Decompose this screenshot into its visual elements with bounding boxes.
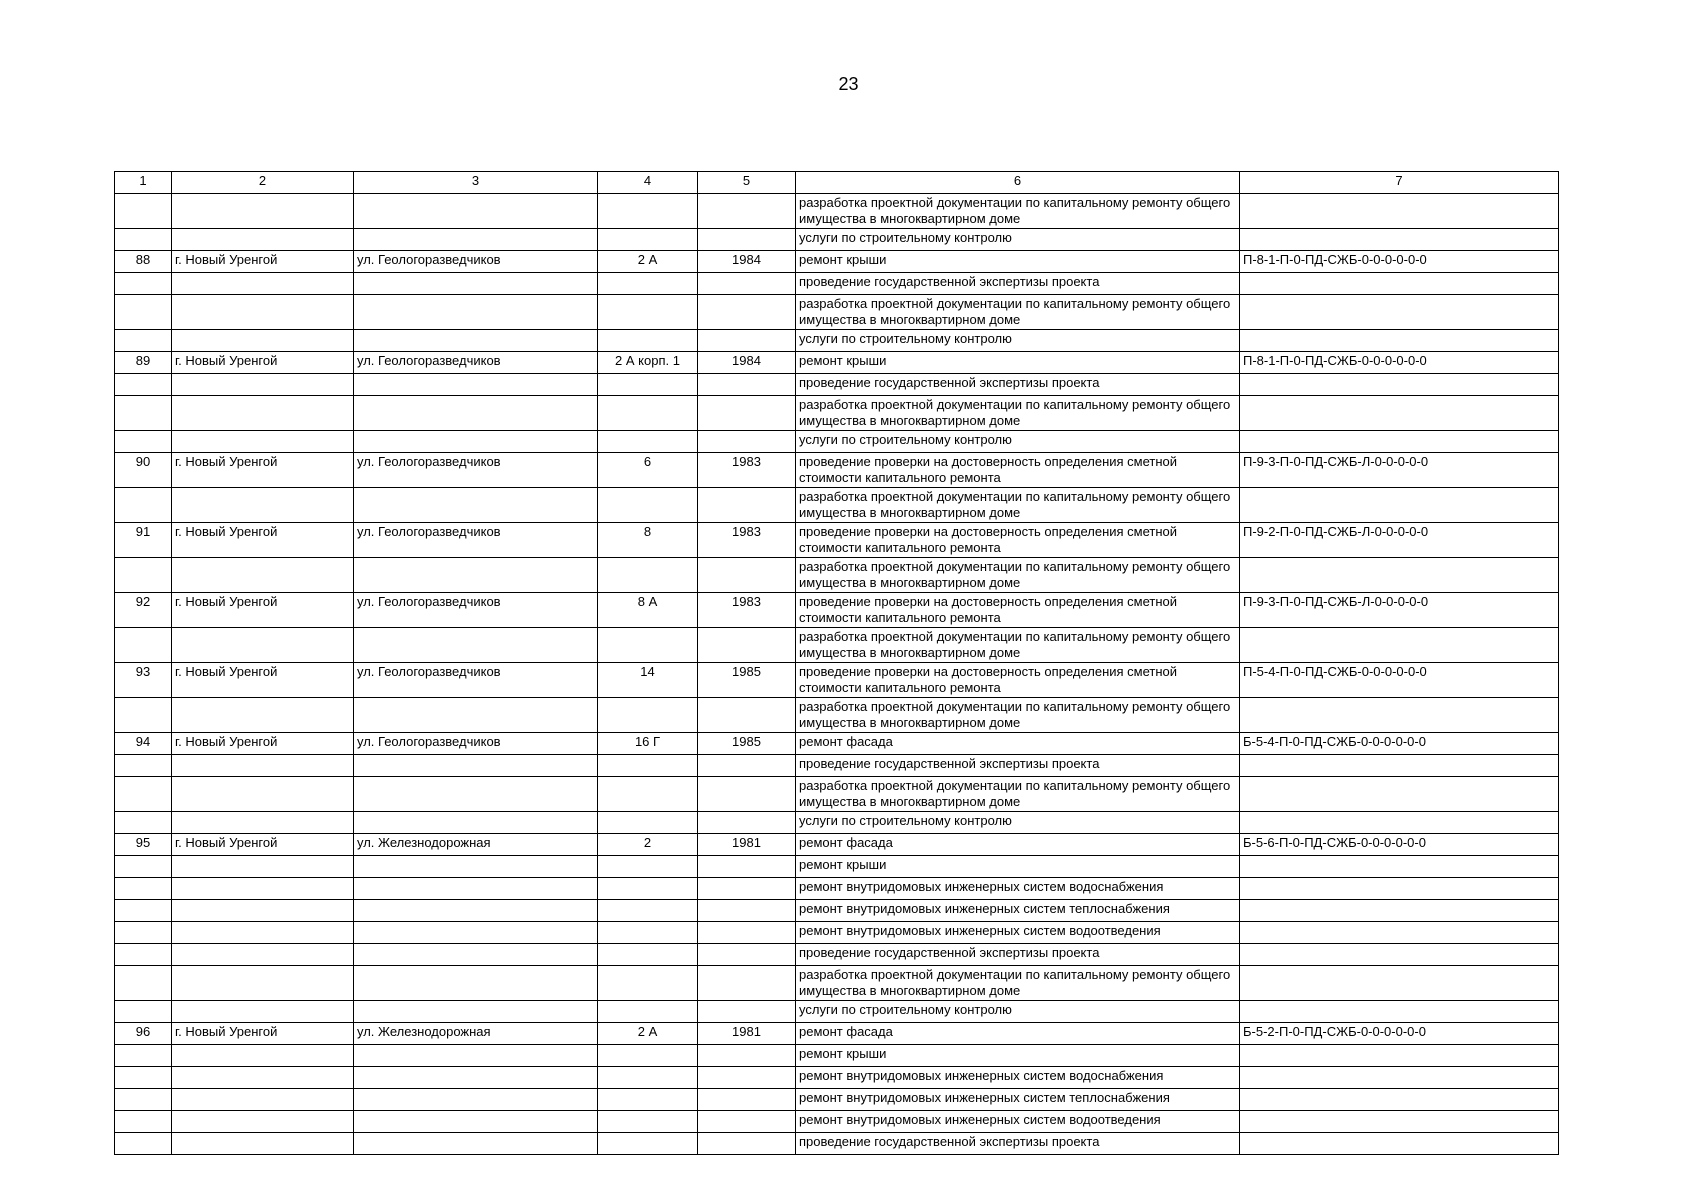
street-cell <box>354 698 598 733</box>
year-cell <box>698 755 796 777</box>
work-type-cell: проведение проверки на достоверность определения сметной стоимости капитального ремонта <box>796 663 1240 698</box>
row-number-cell <box>115 922 172 944</box>
work-type-cell: разработка проектной документации по капитальному ремонту общего имущества в многоквартирном доме <box>796 628 1240 663</box>
house-cell <box>598 330 698 352</box>
row-number-cell <box>115 1111 172 1133</box>
code-cell <box>1240 396 1559 431</box>
table-row <box>115 900 1559 922</box>
street-cell: ул. Геологоразведчиков <box>354 593 598 628</box>
street-cell <box>354 330 598 352</box>
street-cell <box>354 812 598 834</box>
city-cell <box>172 900 354 922</box>
table-row <box>115 194 1559 229</box>
work-type-cell: ремонт фасада <box>796 1023 1240 1045</box>
city-cell <box>172 295 354 330</box>
row-number-cell <box>115 295 172 330</box>
street-cell: ул. Геологоразведчиков <box>354 523 598 558</box>
table-row <box>115 431 1559 453</box>
house-cell <box>598 229 698 251</box>
house-cell: 14 <box>598 663 698 698</box>
house-cell: 8 А <box>598 593 698 628</box>
code-cell <box>1240 1133 1559 1155</box>
code-cell <box>1240 628 1559 663</box>
house-cell <box>598 1089 698 1111</box>
house-cell <box>598 944 698 966</box>
table-row <box>115 1111 1559 1133</box>
house-cell: 2 А <box>598 251 698 273</box>
city-cell <box>172 1133 354 1155</box>
city-cell <box>172 1045 354 1067</box>
code-cell: П-9-3-П-0-ПД-СЖБ-Л-0-0-0-0-0 <box>1240 593 1559 628</box>
header-col-3: 3 <box>354 172 598 194</box>
code-cell <box>1240 229 1559 251</box>
house-cell <box>598 1111 698 1133</box>
row-number-cell <box>115 396 172 431</box>
street-cell <box>354 431 598 453</box>
year-cell <box>698 330 796 352</box>
house-cell <box>598 922 698 944</box>
row-number-cell <box>115 194 172 229</box>
city-cell <box>172 812 354 834</box>
year-cell <box>698 1045 796 1067</box>
city-cell <box>172 396 354 431</box>
work-type-cell: разработка проектной документации по капитальному ремонту общего имущества в многоквартирном доме <box>796 194 1240 229</box>
house-cell <box>598 488 698 523</box>
work-type-cell: проведение государственной экспертизы проекта <box>796 273 1240 295</box>
year-cell: 1984 <box>698 352 796 374</box>
house-cell <box>598 698 698 733</box>
year-cell <box>698 374 796 396</box>
code-cell <box>1240 374 1559 396</box>
table-row <box>115 922 1559 944</box>
code-cell <box>1240 1001 1559 1023</box>
row-number-cell <box>115 777 172 812</box>
street-cell <box>354 1045 598 1067</box>
code-cell <box>1240 944 1559 966</box>
header-col-6: 6 <box>796 172 1240 194</box>
code-cell: П-8-1-П-0-ПД-СЖБ-0-0-0-0-0-0 <box>1240 352 1559 374</box>
year-cell <box>698 966 796 1001</box>
work-type-cell: услуги по строительному контролю <box>796 229 1240 251</box>
code-cell <box>1240 558 1559 593</box>
row-number-cell <box>115 755 172 777</box>
house-cell <box>598 1045 698 1067</box>
street-cell <box>354 900 598 922</box>
work-type-cell: проведение проверки на достоверность определения сметной стоимости капитального ремонта <box>796 453 1240 488</box>
work-type-cell: проведение государственной экспертизы проекта <box>796 755 1240 777</box>
row-number-cell <box>115 1001 172 1023</box>
year-cell: 1985 <box>698 733 796 755</box>
code-cell: Б-5-4-П-0-ПД-СЖБ-0-0-0-0-0-0 <box>1240 733 1559 755</box>
row-number-cell: 93 <box>115 663 172 698</box>
row-number-cell: 96 <box>115 1023 172 1045</box>
year-cell <box>698 878 796 900</box>
year-cell <box>698 558 796 593</box>
city-cell <box>172 698 354 733</box>
street-cell <box>354 229 598 251</box>
city-cell: г. Новый Уренгой <box>172 453 354 488</box>
table-row <box>115 273 1559 295</box>
code-cell <box>1240 273 1559 295</box>
street-cell <box>354 856 598 878</box>
work-type-cell: ремонт фасада <box>796 834 1240 856</box>
table-row <box>115 698 1559 733</box>
header-col-4: 4 <box>598 172 698 194</box>
row-number-cell <box>115 856 172 878</box>
table-row <box>115 488 1559 523</box>
house-cell <box>598 777 698 812</box>
city-cell <box>172 488 354 523</box>
street-cell: ул. Геологоразведчиков <box>354 251 598 273</box>
row-number-cell <box>115 698 172 733</box>
street-cell <box>354 922 598 944</box>
work-type-cell: проведение государственной экспертизы проекта <box>796 944 1240 966</box>
city-cell: г. Новый Уренгой <box>172 733 354 755</box>
table-row <box>115 966 1559 1001</box>
house-cell: 6 <box>598 453 698 488</box>
table-row <box>115 251 1559 273</box>
row-number-cell <box>115 330 172 352</box>
work-type-cell: ремонт крыши <box>796 352 1240 374</box>
work-type-cell: разработка проектной документации по капитальному ремонту общего имущества в многоквартирном доме <box>796 558 1240 593</box>
work-type-cell: ремонт крыши <box>796 856 1240 878</box>
city-cell: г. Новый Уренгой <box>172 663 354 698</box>
city-cell <box>172 777 354 812</box>
city-cell <box>172 856 354 878</box>
house-cell <box>598 396 698 431</box>
code-cell <box>1240 1111 1559 1133</box>
table-row <box>115 374 1559 396</box>
street-cell: ул. Геологоразведчиков <box>354 663 598 698</box>
house-cell <box>598 295 698 330</box>
work-type-cell: проведение государственной экспертизы проекта <box>796 374 1240 396</box>
city-cell <box>172 194 354 229</box>
work-type-cell: разработка проектной документации по капитальному ремонту общего имущества в многоквартирном доме <box>796 488 1240 523</box>
table-row <box>115 834 1559 856</box>
city-cell <box>172 966 354 1001</box>
row-number-cell <box>115 273 172 295</box>
city-cell <box>172 878 354 900</box>
row-number-cell: 91 <box>115 523 172 558</box>
work-type-cell: проведение проверки на достоверность определения сметной стоимости капитального ремонта <box>796 593 1240 628</box>
year-cell <box>698 812 796 834</box>
code-cell: Б-5-2-П-0-ПД-СЖБ-0-0-0-0-0-0 <box>1240 1023 1559 1045</box>
house-cell <box>598 755 698 777</box>
city-cell <box>172 944 354 966</box>
city-cell <box>172 273 354 295</box>
work-type-cell: ремонт крыши <box>796 1045 1240 1067</box>
row-number-cell <box>115 944 172 966</box>
row-number-cell <box>115 1067 172 1089</box>
city-cell <box>172 755 354 777</box>
year-cell <box>698 922 796 944</box>
street-cell <box>354 944 598 966</box>
city-cell <box>172 1001 354 1023</box>
row-number-cell <box>115 966 172 1001</box>
year-cell: 1983 <box>698 523 796 558</box>
year-cell <box>698 1111 796 1133</box>
street-cell <box>354 273 598 295</box>
city-cell <box>172 330 354 352</box>
table-row <box>115 755 1559 777</box>
house-cell <box>598 431 698 453</box>
code-cell <box>1240 295 1559 330</box>
year-cell <box>698 944 796 966</box>
table-row <box>115 330 1559 352</box>
house-cell <box>598 628 698 663</box>
header-col-1: 1 <box>115 172 172 194</box>
work-type-cell: услуги по строительному контролю <box>796 431 1240 453</box>
house-cell <box>598 1133 698 1155</box>
table-row <box>115 523 1559 558</box>
header-col-7: 7 <box>1240 172 1559 194</box>
table-row <box>115 856 1559 878</box>
code-cell: П-5-4-П-0-ПД-СЖБ-0-0-0-0-0-0 <box>1240 663 1559 698</box>
street-cell: ул. Железнодорожная <box>354 834 598 856</box>
work-type-cell: разработка проектной документации по капитальному ремонту общего имущества в многоквартирном доме <box>796 966 1240 1001</box>
row-number-cell <box>115 1045 172 1067</box>
work-type-cell: проведение проверки на достоверность определения сметной стоимости капитального ремонта <box>796 523 1240 558</box>
house-cell <box>598 1067 698 1089</box>
year-cell <box>698 698 796 733</box>
street-cell <box>354 295 598 330</box>
street-cell <box>354 777 598 812</box>
year-cell <box>698 1001 796 1023</box>
year-cell: 1985 <box>698 663 796 698</box>
house-cell: 2 А <box>598 1023 698 1045</box>
work-type-cell: услуги по строительному контролю <box>796 330 1240 352</box>
city-cell <box>172 1111 354 1133</box>
work-type-cell: ремонт крыши <box>796 251 1240 273</box>
header-col-2: 2 <box>172 172 354 194</box>
street-cell <box>354 488 598 523</box>
table-row <box>115 628 1559 663</box>
row-number-cell <box>115 1089 172 1111</box>
header-col-5: 5 <box>698 172 796 194</box>
street-cell <box>354 966 598 1001</box>
code-cell <box>1240 1089 1559 1111</box>
house-cell <box>598 194 698 229</box>
table-row <box>115 453 1559 488</box>
work-type-cell: услуги по строительному контролю <box>796 1001 1240 1023</box>
code-cell <box>1240 488 1559 523</box>
table-row <box>115 1001 1559 1023</box>
year-cell <box>698 229 796 251</box>
code-cell: Б-5-6-П-0-ПД-СЖБ-0-0-0-0-0-0 <box>1240 834 1559 856</box>
house-cell <box>598 812 698 834</box>
work-type-cell: ремонт внутридомовых инженерных систем водоснабжения <box>796 1067 1240 1089</box>
table-row <box>115 558 1559 593</box>
table-row <box>115 878 1559 900</box>
row-number-cell <box>115 431 172 453</box>
row-number-cell <box>115 374 172 396</box>
city-cell: г. Новый Уренгой <box>172 593 354 628</box>
year-cell <box>698 856 796 878</box>
city-cell: г. Новый Уренгой <box>172 251 354 273</box>
year-cell: 1983 <box>698 593 796 628</box>
table-row <box>115 352 1559 374</box>
row-number-cell: 94 <box>115 733 172 755</box>
code-cell <box>1240 755 1559 777</box>
code-cell <box>1240 878 1559 900</box>
row-number-cell: 90 <box>115 453 172 488</box>
work-type-cell: ремонт внутридомовых инженерных систем водоотведения <box>796 1111 1240 1133</box>
row-number-cell: 92 <box>115 593 172 628</box>
code-cell <box>1240 698 1559 733</box>
street-cell <box>354 1111 598 1133</box>
row-number-cell: 89 <box>115 352 172 374</box>
work-type-cell: разработка проектной документации по капитальному ремонту общего имущества в многоквартирном доме <box>796 698 1240 733</box>
city-cell <box>172 1067 354 1089</box>
row-number-cell: 88 <box>115 251 172 273</box>
work-type-cell: разработка проектной документации по капитальному ремонту общего имущества в многоквартирном доме <box>796 777 1240 812</box>
row-number-cell <box>115 900 172 922</box>
row-number-cell <box>115 812 172 834</box>
work-type-cell: проведение государственной экспертизы проекта <box>796 1133 1240 1155</box>
code-cell <box>1240 330 1559 352</box>
year-cell <box>698 777 796 812</box>
table-row <box>115 663 1559 698</box>
street-cell <box>354 374 598 396</box>
code-cell: П-9-3-П-0-ПД-СЖБ-Л-0-0-0-0-0 <box>1240 453 1559 488</box>
work-type-cell: ремонт внутридомовых инженерных систем водоснабжения <box>796 878 1240 900</box>
row-number-cell <box>115 488 172 523</box>
year-cell: 1981 <box>698 1023 796 1045</box>
work-type-cell: услуги по строительному контролю <box>796 812 1240 834</box>
code-cell <box>1240 900 1559 922</box>
table-row <box>115 229 1559 251</box>
year-cell <box>698 273 796 295</box>
work-type-cell: ремонт внутридомовых инженерных систем теплоснабжения <box>796 900 1240 922</box>
house-cell <box>598 856 698 878</box>
year-cell <box>698 396 796 431</box>
city-cell <box>172 628 354 663</box>
code-cell: П-9-2-П-0-ПД-СЖБ-Л-0-0-0-0-0 <box>1240 523 1559 558</box>
row-number-cell <box>115 878 172 900</box>
city-cell: г. Новый Уренгой <box>172 834 354 856</box>
work-type-cell: разработка проектной документации по капитальному ремонту общего имущества в многоквартирном доме <box>796 295 1240 330</box>
street-cell: ул. Железнодорожная <box>354 1023 598 1045</box>
street-cell <box>354 755 598 777</box>
code-cell <box>1240 922 1559 944</box>
street-cell <box>354 396 598 431</box>
house-cell <box>598 273 698 295</box>
code-cell: П-8-1-П-0-ПД-СЖБ-0-0-0-0-0-0 <box>1240 251 1559 273</box>
street-cell: ул. Геологоразведчиков <box>354 733 598 755</box>
street-cell: ул. Геологоразведчиков <box>354 352 598 374</box>
house-cell <box>598 1001 698 1023</box>
page-number: 23 <box>838 74 859 94</box>
house-cell <box>598 374 698 396</box>
house-cell: 2 <box>598 834 698 856</box>
year-cell: 1983 <box>698 453 796 488</box>
table-row <box>115 777 1559 812</box>
street-cell: ул. Геологоразведчиков <box>354 453 598 488</box>
city-cell: г. Новый Уренгой <box>172 523 354 558</box>
city-cell <box>172 229 354 251</box>
table-row <box>115 1023 1559 1045</box>
year-cell <box>698 628 796 663</box>
house-cell <box>598 966 698 1001</box>
work-type-cell: ремонт внутридомовых инженерных систем теплоснабжения <box>796 1089 1240 1111</box>
house-cell <box>598 900 698 922</box>
city-cell: г. Новый Уренгой <box>172 1023 354 1045</box>
year-cell <box>698 194 796 229</box>
code-cell <box>1240 1067 1559 1089</box>
house-cell <box>598 558 698 593</box>
row-number-cell <box>115 558 172 593</box>
table-row <box>115 812 1559 834</box>
table-row <box>115 1133 1559 1155</box>
row-number-cell <box>115 1133 172 1155</box>
table-row <box>115 396 1559 431</box>
code-cell <box>1240 194 1559 229</box>
city-cell <box>172 431 354 453</box>
year-cell <box>698 1133 796 1155</box>
house-cell: 8 <box>598 523 698 558</box>
house-cell <box>598 878 698 900</box>
code-cell <box>1240 1045 1559 1067</box>
row-number-cell <box>115 628 172 663</box>
year-cell <box>698 900 796 922</box>
table-row <box>115 1045 1559 1067</box>
table-row <box>115 1067 1559 1089</box>
table-row <box>115 944 1559 966</box>
house-cell: 2 А корп. 1 <box>598 352 698 374</box>
year-cell <box>698 295 796 330</box>
year-cell <box>698 488 796 523</box>
row-number-cell: 95 <box>115 834 172 856</box>
table-row <box>115 593 1559 628</box>
year-cell: 1981 <box>698 834 796 856</box>
city-cell <box>172 558 354 593</box>
street-cell <box>354 194 598 229</box>
city-cell <box>172 374 354 396</box>
work-type-cell: ремонт внутридомовых инженерных систем водоотведения <box>796 922 1240 944</box>
street-cell <box>354 1133 598 1155</box>
city-cell <box>172 922 354 944</box>
table-row <box>115 1089 1559 1111</box>
city-cell: г. Новый Уренгой <box>172 352 354 374</box>
table-row <box>115 733 1559 755</box>
table-row <box>115 295 1559 330</box>
street-cell <box>354 628 598 663</box>
year-cell <box>698 1089 796 1111</box>
row-number-cell <box>115 229 172 251</box>
street-cell <box>354 1067 598 1089</box>
year-cell <box>698 1067 796 1089</box>
year-cell: 1984 <box>698 251 796 273</box>
header-row <box>115 172 1559 194</box>
work-type-cell: разработка проектной документации по капитальному ремонту общего имущества в многоквартирном доме <box>796 396 1240 431</box>
code-cell <box>1240 777 1559 812</box>
code-cell <box>1240 812 1559 834</box>
house-cell: 16 Г <box>598 733 698 755</box>
code-cell <box>1240 431 1559 453</box>
street-cell <box>354 878 598 900</box>
code-cell <box>1240 966 1559 1001</box>
street-cell <box>354 1001 598 1023</box>
street-cell <box>354 1089 598 1111</box>
street-cell <box>354 558 598 593</box>
code-cell <box>1240 856 1559 878</box>
register-table <box>114 171 1559 1155</box>
work-type-cell: ремонт фасада <box>796 733 1240 755</box>
city-cell <box>172 1089 354 1111</box>
year-cell <box>698 431 796 453</box>
